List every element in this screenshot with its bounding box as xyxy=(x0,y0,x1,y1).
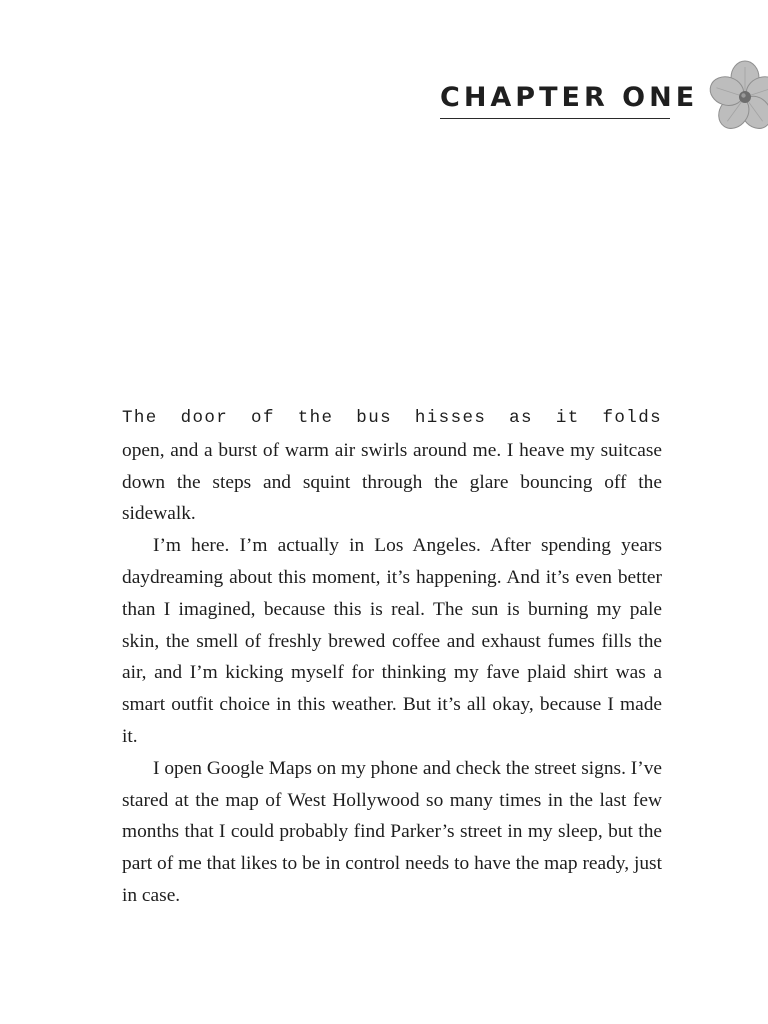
chapter-title: CHAPTER ONE xyxy=(440,82,699,113)
paragraph: I’m here. I’m actually in Los Angeles. After spending years daydreaming about this moment, it’s happening. And it’s even better than I imagined, because this is real. The sun is burning my pale skin, the smell of freshly brewed coffee and exhaust fumes fills the air, and I’m kicking myself for thinking my fave plaid shirt was a smart outfit choice in this weather. But it’s all okay, because I made it. xyxy=(122,535,662,747)
flower-petals xyxy=(706,61,768,134)
paragraph: I open Google Maps on my phone and check the street signs. I’ve stared at the map of West Hollywood so many times in the last few months that I could probably find Parker’s street in my sleep, but the part of me that likes to be in control needs to have the map ready, just in case. xyxy=(122,757,662,906)
paragraph-text: open, and a burst of warm air swirls around me. I heave my suitcase down the steps and squint through the glare bouncing off the sidewalk. xyxy=(122,439,662,525)
chapter-title-underline xyxy=(440,118,670,119)
paragraph-lead-in: The door of the bus hisses as it folds xyxy=(122,408,662,428)
paragraph xyxy=(122,401,662,530)
chapter-heading xyxy=(440,82,699,122)
chapter-body xyxy=(122,401,662,912)
hibiscus-flower-icon xyxy=(703,58,768,136)
